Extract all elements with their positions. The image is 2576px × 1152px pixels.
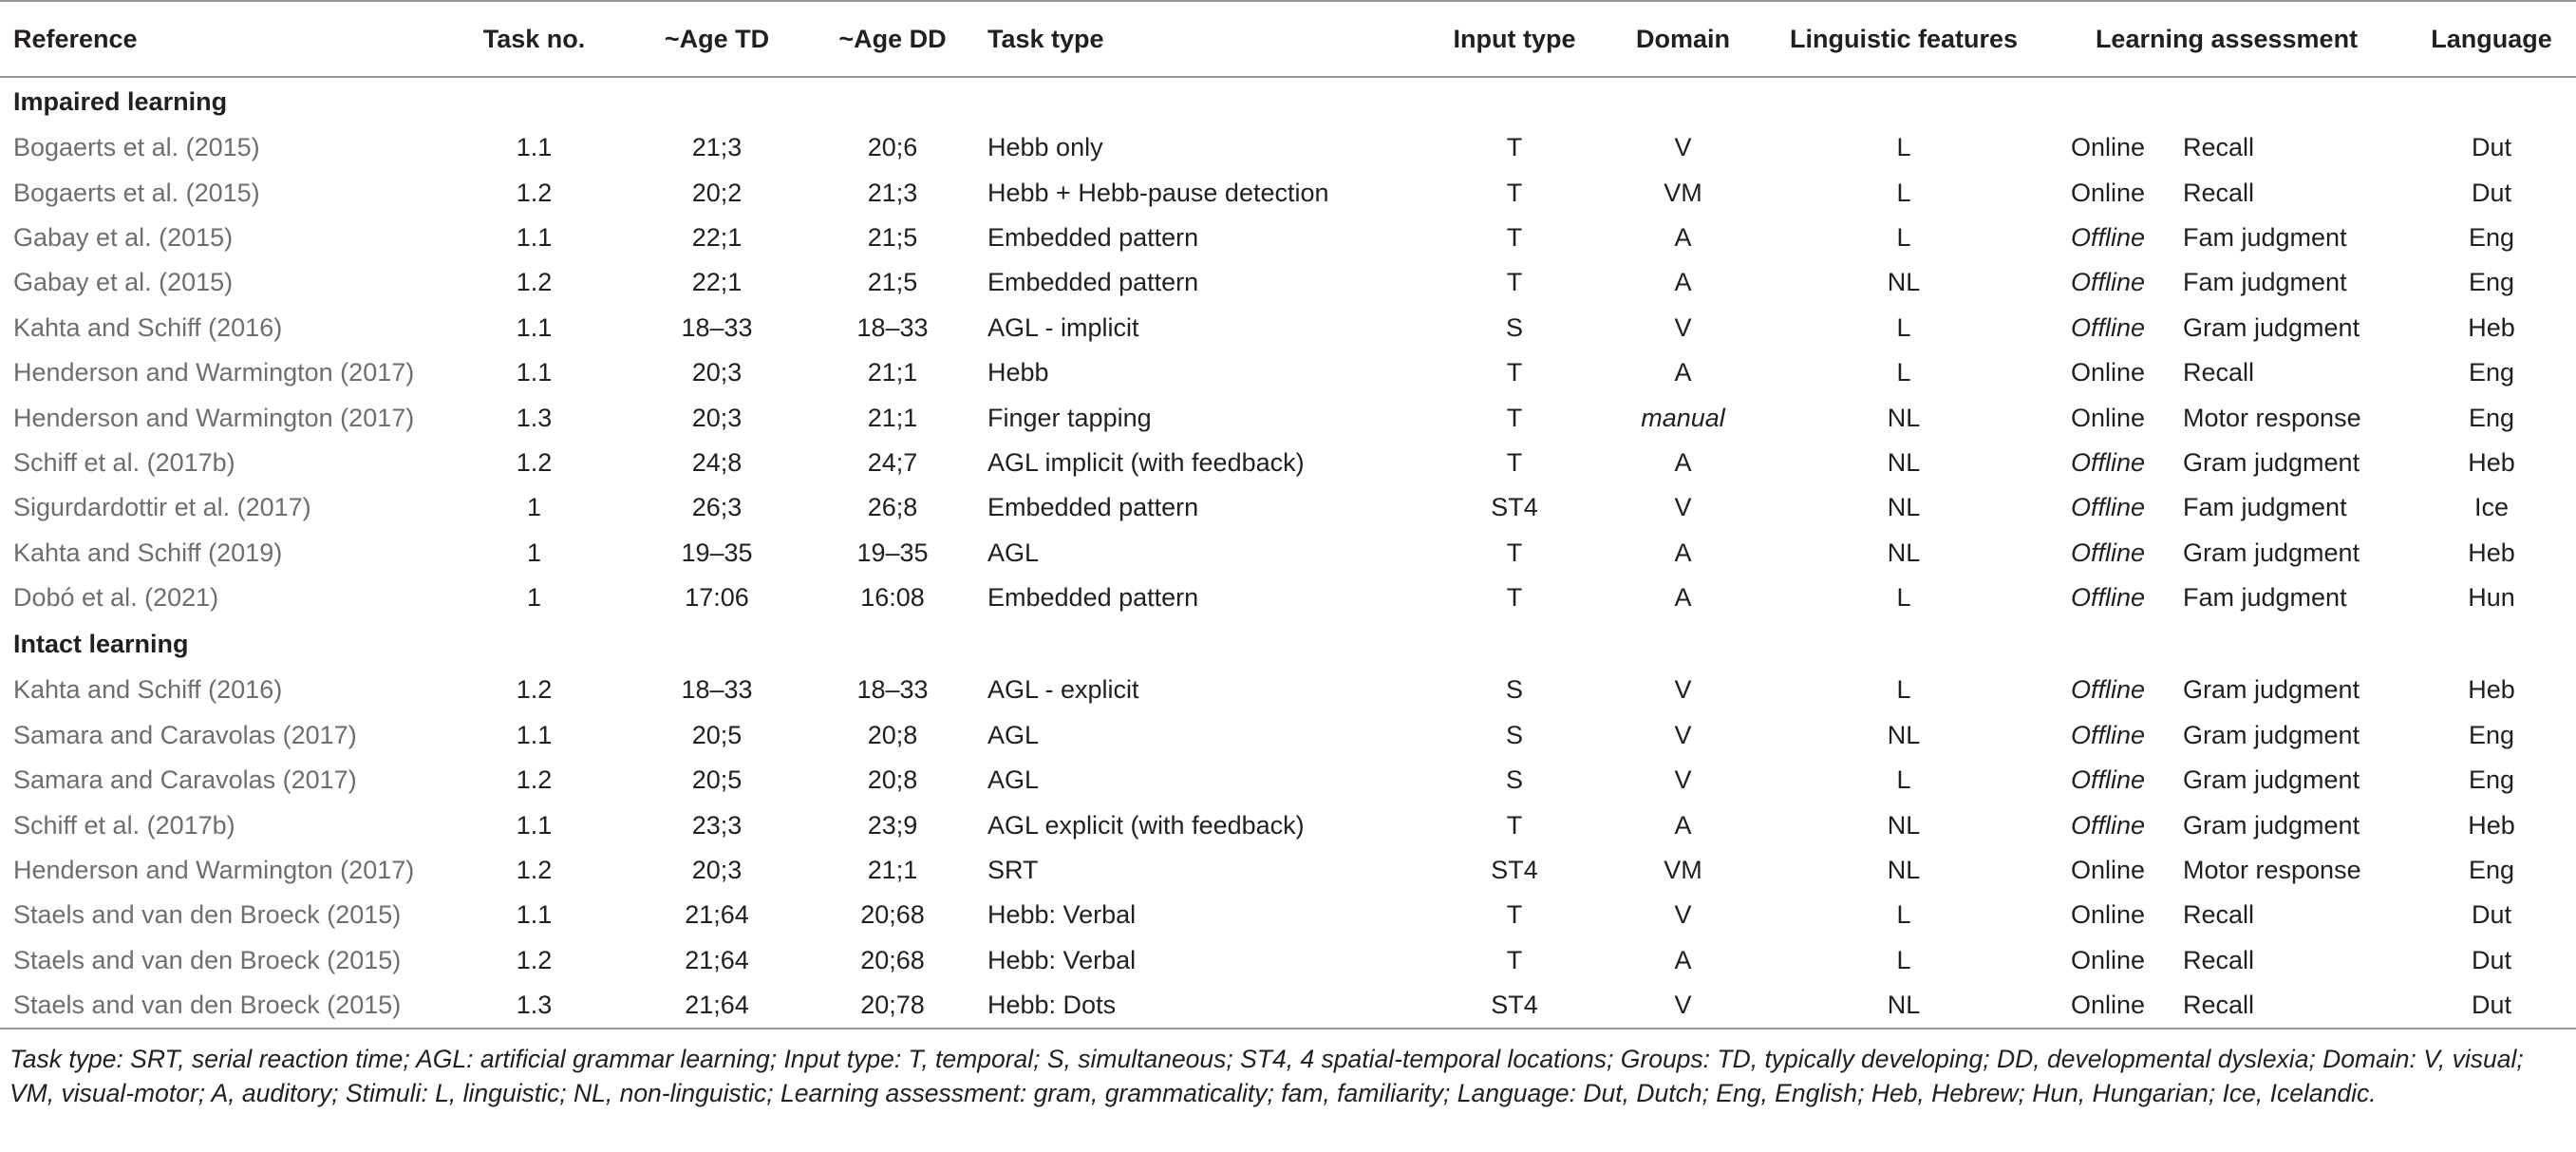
cell-language: Dut [2471, 900, 2512, 930]
cell-task-type: AGL [987, 538, 1040, 567]
cell-reference: Kahta and Schiff (2016) [13, 675, 283, 705]
cell-linguistic-features: NL [1887, 538, 1921, 567]
cell-task-type: Embedded pattern [987, 493, 1199, 522]
cell-assessment-mode: Offline [2070, 447, 2146, 477]
cell-domain: VM [1664, 856, 1702, 885]
cell-task-no: 1.1 [516, 222, 553, 252]
cell-domain: A [1674, 268, 1692, 297]
cell-assessment-measure: Gram judgment [2183, 675, 2360, 705]
cell-task-type: Finger tapping [987, 403, 1152, 432]
cell-age-dd: 20;68 [860, 900, 925, 930]
cell-domain: V [1674, 900, 1692, 930]
cell-reference: Staels and van den Broeck (2015) [0, 983, 432, 1029]
table-row [0, 668, 2576, 712]
cell-language: Heb [2468, 675, 2515, 705]
cell-input-type: S [1505, 675, 1523, 705]
table-row [0, 125, 2576, 170]
cell-age-td: 19–35 [681, 538, 753, 567]
cell-age-td: 23;3 [691, 810, 743, 840]
cell-task-no: 1.2 [516, 447, 553, 477]
cell-age-dd: 18–33 [856, 675, 929, 705]
cell-input-type: ST4 [1491, 856, 1538, 885]
cell-task-type: AGL [987, 765, 1040, 795]
cell-assessment-measure: Motor response [2183, 856, 2361, 885]
cell-age-dd: 21;3 [867, 178, 918, 207]
cell-age-dd: 21;5 [867, 268, 918, 297]
header-task-no: Task no. [482, 24, 586, 53]
cell-domain: V [1674, 675, 1692, 705]
cell-domain: A [1674, 538, 1692, 567]
cell-input-type: ST4 [1424, 983, 1605, 1029]
cell-input-type: T [1506, 133, 1523, 162]
cell-reference: Bogaerts et al. (2015) [13, 178, 260, 207]
table-row [0, 938, 2576, 983]
table-row [0, 848, 2576, 893]
header-linguistic-features: Linguistic features [1789, 24, 2019, 53]
cell-task-no: 1.2 [516, 268, 553, 297]
cell-input-type: T [1506, 810, 1523, 840]
cell-task-type: Hebb + Hebb-pause detection [987, 178, 1329, 207]
cell-linguistic-features: NL [1887, 268, 1921, 297]
cell-domain: V [1674, 493, 1692, 522]
cell-age-dd: 21;1 [867, 358, 918, 387]
cell-linguistic-features: NL [1887, 493, 1921, 522]
table-row [0, 576, 2576, 620]
cell-task-no: 1.1 [516, 900, 553, 930]
cell-age-td: 21;64 [685, 900, 749, 930]
cell-reference: Henderson and Warmington (2017) [13, 856, 415, 885]
cell-domain: A [1674, 447, 1692, 477]
cell-task-no: 1.2 [516, 178, 553, 207]
cell-age-dd: 18–33 [856, 312, 929, 342]
table-row [0, 485, 2576, 530]
table-header [0, 1, 2576, 77]
cell-task-type: Hebb: Dots [987, 983, 1424, 1029]
cell-language: Dut [2471, 945, 2512, 974]
cell-language: Eng [2468, 765, 2515, 795]
cell-input-type: ST4 [1491, 493, 1538, 522]
cell-task-no: 1.1 [516, 720, 553, 749]
cell-assessment-measure: Fam judgment [2183, 222, 2347, 252]
cell-task-type: Hebb: Verbal [987, 945, 1137, 974]
cell-age-td: 22;1 [691, 268, 743, 297]
cell-linguistic-features: L [1896, 900, 1911, 930]
table-row [0, 216, 2576, 260]
section-title: Intact learning [13, 629, 189, 658]
cell-age-td: 26;3 [691, 493, 743, 522]
cell-age-td: 22;1 [691, 222, 743, 252]
cell-input-type: S [1505, 312, 1523, 342]
table-row [0, 983, 2576, 1029]
cell-linguistic-features: L [1896, 945, 1911, 974]
cell-task-no: 1.1 [516, 358, 553, 387]
table-body [0, 77, 2576, 1029]
cell-age-dd: 20;8 [867, 720, 918, 749]
section-header-row [0, 620, 2576, 668]
cell-age-dd: 19–35 [856, 538, 929, 567]
cell-language: Eng [2468, 222, 2515, 252]
cell-task-no: 1.1 [516, 133, 553, 162]
cell-linguistic-features: NL [1887, 447, 1921, 477]
cell-reference: Bogaerts et al. (2015) [13, 133, 260, 162]
cell-input-type: T [1506, 358, 1523, 387]
cell-language: Dut [2471, 178, 2512, 207]
cell-task-type: AGL [987, 720, 1040, 749]
cell-reference: Kahta and Schiff (2019) [13, 538, 283, 567]
cell-age-td: 24;8 [691, 447, 743, 477]
cell-input-type: T [1506, 222, 1523, 252]
cell-assessment-measure: Fam judgment [2183, 583, 2347, 613]
cell-language: Heb [2468, 538, 2515, 567]
cell-assessment-mode: Offline [2070, 583, 2146, 613]
cell-assessment-mode: Offline [2070, 765, 2146, 795]
cell-assessment-mode: Offline [2070, 268, 2146, 297]
cell-assessment-mode: Offline [2070, 538, 2146, 567]
cell-domain: V [1674, 720, 1692, 749]
cell-domain: A [1674, 945, 1692, 974]
cell-age-dd: 21;1 [867, 403, 918, 432]
cell-task-type: SRT [987, 856, 1039, 885]
table-row [0, 893, 2576, 937]
cell-input-type: S [1505, 720, 1523, 749]
table-row [0, 350, 2576, 395]
cell-task-type: AGL - explicit [987, 675, 1139, 705]
cell-domain: A [1674, 810, 1692, 840]
cell-assessment-mode: Offline [2070, 720, 2146, 749]
cell-assessment-mode: Online [2070, 900, 2146, 930]
cell-linguistic-features: L [1896, 178, 1911, 207]
cell-reference: Dobó et al. (2021) [13, 583, 219, 613]
cell-task-no: 1.2 [516, 945, 553, 974]
cell-assessment-measure: Gram judgment [2183, 538, 2360, 567]
header-domain: Domain [1635, 24, 1730, 53]
cell-input-type: T [1506, 583, 1523, 613]
section-header-row [0, 77, 2576, 125]
cell-linguistic-features: L [1896, 222, 1911, 252]
cell-age-td: 20;3 [691, 358, 743, 387]
header-learning-assessment: Learning assessment [2095, 24, 2359, 53]
table-footnote: Task type: SRT, serial reaction time; AGL: artificial grammar learning; Input type: T, temporal; S, simultaneous; ST4, 4 spatial-temporal locations; Groups: TD, typically developing; DD, developmental dyslexia; Domain: V, visual; VM, visual-motor; A, auditory; Stimuli: L, linguistic; NL, non-linguistic; Learning assessment: gram, grammaticality; fam, familiarity; Language: Dut, Dutch; Eng, English; Heb, Hebrew; Hun, Hungarian; Ice, Icelandic. [9, 1045, 2524, 1107]
cell-age-td: 17:06 [685, 583, 749, 613]
cell-assessment-mode: Online [2070, 358, 2146, 387]
cell-input-type: T [1506, 538, 1523, 567]
cell-assessment-measure: Recall [2183, 358, 2255, 387]
cell-assessment-measure: Gram judgment [2183, 810, 2360, 840]
cell-input-type: T [1506, 403, 1523, 432]
cell-domain: manual [1641, 403, 1725, 432]
cell-reference: Samara and Caravolas (2017) [13, 765, 357, 795]
cell-task-type: Embedded pattern [987, 583, 1199, 613]
cell-language: Dut [2407, 983, 2576, 1029]
cell-age-dd: 26;8 [867, 493, 918, 522]
cell-linguistic-features: NL [1887, 403, 1921, 432]
section-title: Impaired learning [13, 86, 228, 116]
header-reference: Reference [13, 24, 138, 53]
cell-linguistic-features: NL [1887, 720, 1921, 749]
cell-language: Eng [2468, 856, 2515, 885]
cell-age-td: 21;64 [685, 945, 749, 974]
cell-assessment-mode: Online [2046, 983, 2170, 1029]
table-row [0, 713, 2576, 758]
cell-assessment-mode: Offline [2070, 675, 2146, 705]
cell-input-type: S [1505, 765, 1523, 795]
cell-reference: Henderson and Warmington (2017) [13, 403, 415, 432]
cell-input-type: T [1506, 945, 1523, 974]
cell-linguistic-features: NL [1887, 856, 1921, 885]
cell-assessment-measure: Gram judgment [2183, 765, 2360, 795]
cell-language: Dut [2471, 133, 2512, 162]
cell-task-no: 1.2 [516, 765, 553, 795]
cell-age-dd: 21;1 [867, 856, 918, 885]
cell-input-type: T [1506, 447, 1523, 477]
cell-task-type: Embedded pattern [987, 268, 1199, 297]
cell-task-no: 1 [526, 538, 542, 567]
cell-linguistic-features: L [1896, 133, 1911, 162]
cell-task-type: Hebb: Verbal [987, 900, 1137, 930]
cell-age-td: 20;3 [691, 856, 743, 885]
cell-age-td: 20;3 [691, 403, 743, 432]
cell-reference: Schiff et al. (2017b) [13, 447, 235, 477]
header-language: Language [2431, 24, 2552, 53]
table-row [0, 260, 2576, 305]
table-row [0, 170, 2576, 215]
cell-linguistic-features: L [1896, 765, 1911, 795]
cell-task-no: 1 [526, 583, 542, 613]
cell-age-dd: 20;78 [798, 983, 987, 1029]
cell-age-dd: 24;7 [867, 447, 918, 477]
cell-assessment-mode: Online [2070, 133, 2146, 162]
cell-task-type: AGL explicit (with feedback) [987, 810, 1305, 840]
cell-domain: V [1674, 312, 1692, 342]
cell-assessment-mode: Offline [2070, 493, 2146, 522]
header-age-dd: ~Age DD [838, 24, 947, 53]
cell-linguistic-features: L [1896, 675, 1911, 705]
cell-domain: A [1674, 222, 1692, 252]
table-row [0, 441, 2576, 485]
cell-task-type: AGL implicit (with feedback) [987, 447, 1305, 477]
cell-assessment-measure: Gram judgment [2183, 447, 2360, 477]
cell-assessment-mode: Offline [2070, 810, 2146, 840]
cell-assessment-mode: Offline [2070, 222, 2146, 252]
cell-age-dd: 20;8 [867, 765, 918, 795]
cell-reference: Gabay et al. (2015) [13, 222, 234, 252]
cell-assessment-measure: Motor response [2183, 403, 2361, 432]
cell-assessment-measure: Gram judgment [2183, 720, 2360, 749]
cell-reference: Staels and van den Broeck (2015) [13, 900, 402, 930]
cell-age-td: 20;5 [691, 765, 743, 795]
cell-domain: A [1674, 583, 1692, 613]
table-row [0, 531, 2576, 576]
cell-task-no: 1.3 [516, 403, 553, 432]
table-row [0, 758, 2576, 803]
cell-domain: V [1674, 765, 1692, 795]
cell-reference: Schiff et al. (2017b) [13, 810, 235, 840]
cell-reference: Kahta and Schiff (2016) [13, 312, 283, 342]
table-row [0, 395, 2576, 440]
cell-language: Heb [2468, 447, 2515, 477]
cell-reference: Samara and Caravolas (2017) [13, 720, 357, 749]
header-task-type: Task type [987, 24, 1104, 53]
cell-linguistic-features: NL [1761, 983, 2046, 1029]
cell-task-no: 1.2 [516, 675, 553, 705]
cell-age-td: 21;64 [636, 983, 798, 1029]
cell-input-type: T [1506, 900, 1523, 930]
cell-task-type: Embedded pattern [987, 222, 1199, 252]
cell-age-td: 20;5 [691, 720, 743, 749]
cell-reference: Henderson and Warmington (2017) [13, 358, 415, 387]
cell-domain: VM [1664, 178, 1702, 207]
cell-assessment-measure: Recall [2183, 133, 2255, 162]
cell-linguistic-features: L [1896, 312, 1911, 342]
cell-task-no: 1.3 [432, 983, 636, 1029]
cell-assessment-mode: Online [2070, 403, 2146, 432]
cell-assessment-mode: Online [2070, 856, 2146, 885]
cell-assessment-measure: Recall [2183, 900, 2255, 930]
cell-age-td: 21;3 [691, 133, 743, 162]
table-row [0, 306, 2576, 350]
cell-assessment-mode: Online [2070, 945, 2146, 974]
cell-assessment-measure: Gram judgment [2183, 312, 2360, 342]
cell-assessment-measure: Fam judgment [2183, 268, 2347, 297]
cell-language: Ice [2473, 493, 2510, 522]
cell-age-dd: 20;68 [860, 945, 925, 974]
cell-language: Hun [2468, 583, 2515, 613]
cell-age-dd: 20;6 [867, 133, 918, 162]
cell-domain: V [1605, 983, 1761, 1029]
cell-domain: V [1674, 133, 1692, 162]
cell-input-type: T [1506, 178, 1523, 207]
table-row [0, 803, 2576, 847]
cell-age-td: 18–33 [681, 675, 753, 705]
cell-task-type: Hebb [987, 358, 1049, 387]
cell-assessment-mode: Online [2070, 178, 2146, 207]
cell-reference: Sigurdardottir et al. (2017) [13, 493, 311, 522]
cell-task-type: Hebb only [987, 133, 1103, 162]
cell-age-dd: 23;9 [867, 810, 918, 840]
cell-linguistic-features: NL [1887, 810, 1921, 840]
cell-task-no: 1.1 [516, 312, 553, 342]
cell-age-td: 18–33 [681, 312, 753, 342]
cell-language: Heb [2468, 810, 2515, 840]
header-age-td: ~Age TD [664, 24, 770, 53]
cell-domain: A [1674, 358, 1692, 387]
cell-language: Eng [2468, 403, 2515, 432]
cell-assessment-measure: Recall [2170, 983, 2407, 1029]
cell-task-type: AGL - implicit [987, 312, 1139, 342]
cell-assessment-mode: Offline [2070, 312, 2146, 342]
cell-language: Eng [2468, 268, 2515, 297]
cell-age-dd: 21;5 [867, 222, 918, 252]
cell-reference: Gabay et al. (2015) [13, 268, 234, 297]
cell-task-no: 1 [526, 493, 542, 522]
cell-task-no: 1.2 [516, 856, 553, 885]
cell-language: Eng [2468, 358, 2515, 387]
cell-language: Eng [2468, 720, 2515, 749]
cell-age-dd: 16:08 [860, 583, 925, 613]
cell-assessment-measure: Fam judgment [2183, 493, 2347, 522]
cell-linguistic-features: L [1896, 358, 1911, 387]
cell-input-type: T [1506, 268, 1523, 297]
cell-linguistic-features: L [1896, 583, 1911, 613]
cell-language: Heb [2468, 312, 2515, 342]
cell-assessment-measure: Recall [2183, 945, 2255, 974]
cell-reference: Staels and van den Broeck (2015) [13, 945, 402, 974]
cell-age-td: 20;2 [691, 178, 743, 207]
cell-task-no: 1.1 [516, 810, 553, 840]
cell-assessment-measure: Recall [2183, 178, 2255, 207]
header-input-type: Input type [1453, 24, 1576, 53]
